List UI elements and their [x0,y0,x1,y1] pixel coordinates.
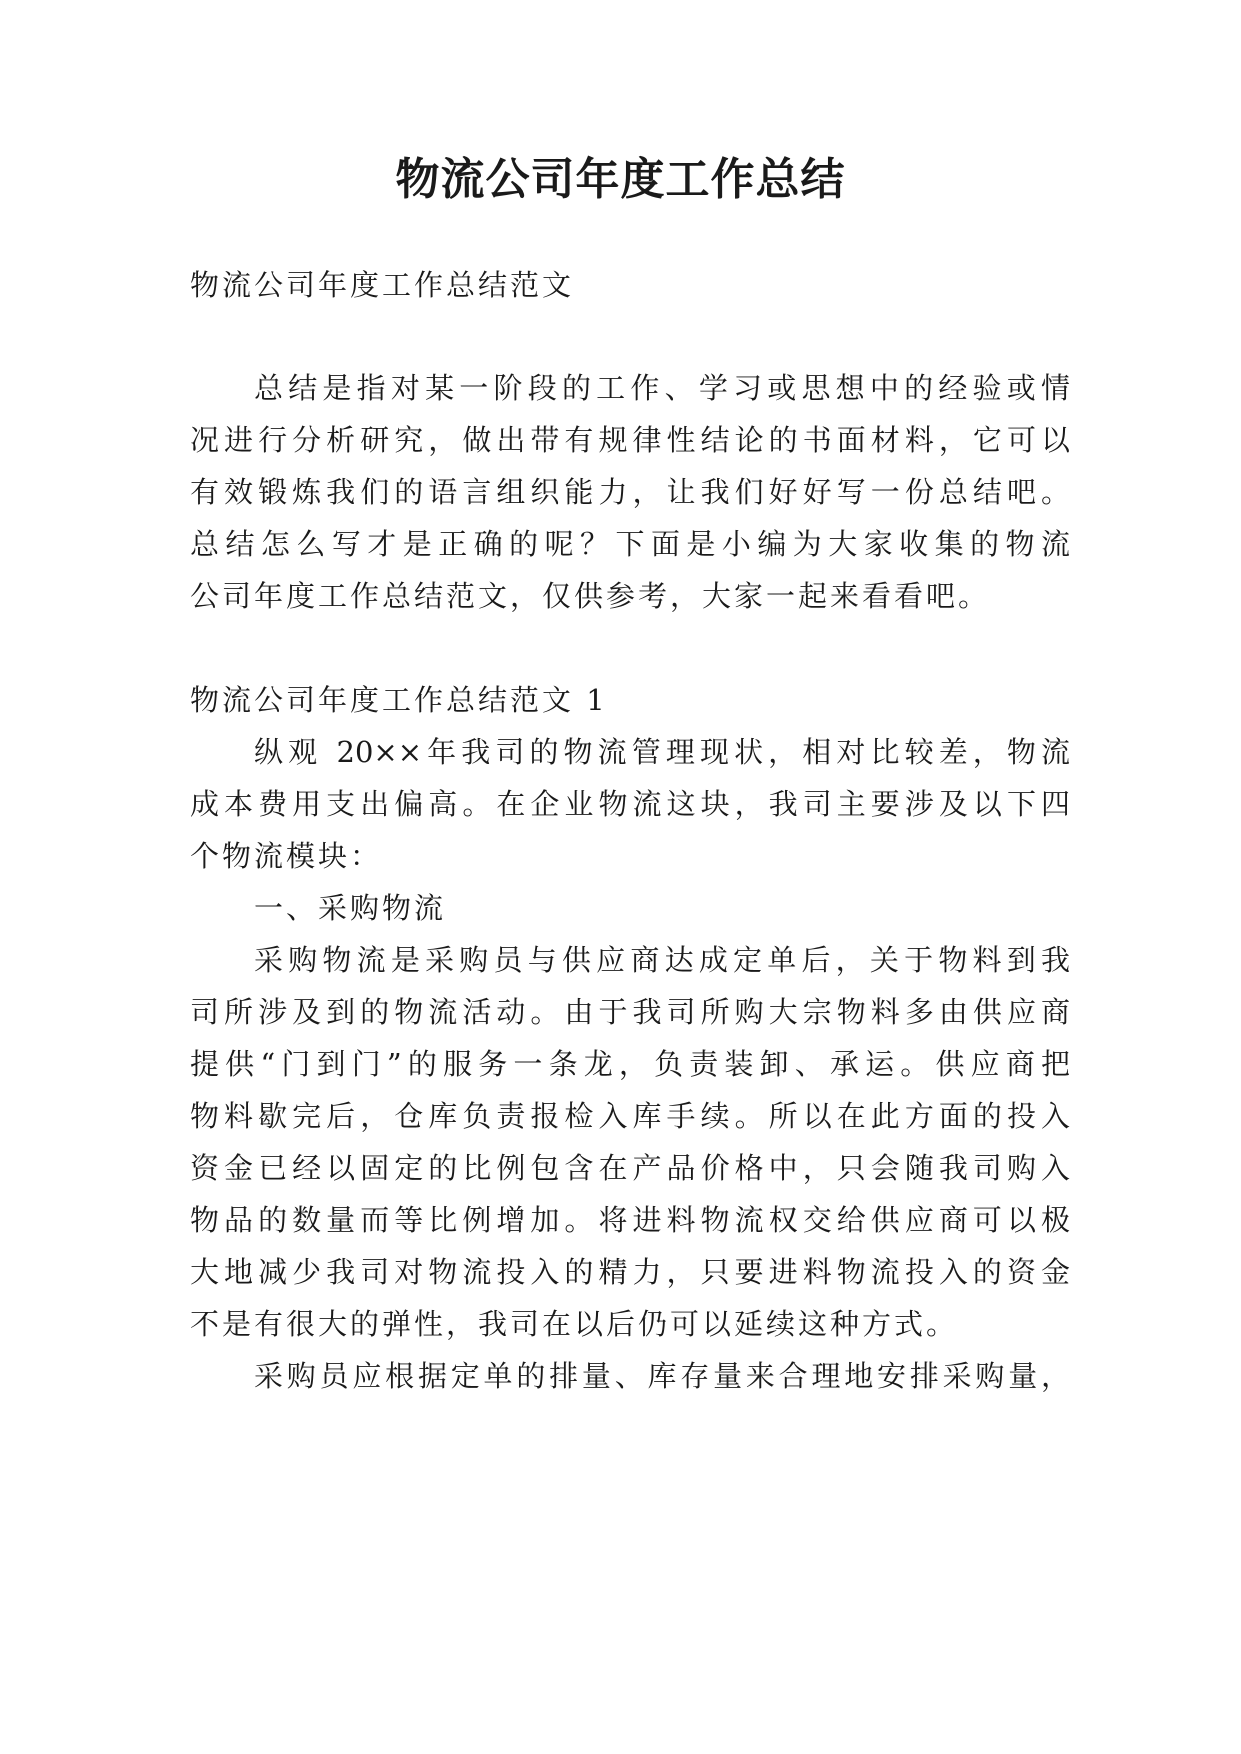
document-title: 物流公司年度工作总结 [395,154,846,205]
para2-line-3: 提供“门到门”的服务一条龙，负责装卸、承运。供应商把 [190,1047,1070,1081]
section-heading: 物流公司年度工作总结范文 1 [190,683,608,717]
para3-line-1: 采购员应根据定单的排量、库存量来合理地安排采购量， [254,1359,1070,1393]
para2-line-2: 司所涉及到的物流活动。由于我司所购大宗物料多由供应商 [190,995,1070,1029]
para2-line-1: 采购物流是采购员与供应商达成定单后，关于物料到我 [254,943,1070,977]
intro-line-3: 有效锻炼我们的语言组织能力，让我们好好写一份总结吧。 [190,475,1070,509]
document-subtitle: 物流公司年度工作总结范文 [190,268,575,302]
intro-line-5: 公司年度工作总结范文，仅供参考，大家一起来看看吧。 [190,579,991,613]
intro-line-1: 总结是指对某一阶段的工作、学习或思想中的经验或情 [254,371,1070,405]
sub-heading: 一、采购物流 [254,891,447,925]
intro-line-4: 总结怎么写才是正确的呢？下面是小编为大家收集的物流 [190,527,1070,561]
intro-line-2: 况进行分析研究，做出带有规律性结论的书面材料，它可以 [190,423,1070,457]
para2-line-8: 不是有很大的弹性，我司在以后仍可以延续这种方式。 [190,1307,959,1341]
para2-line-4: 物料歇完后，仓库负责报检入库手续。所以在此方面的投入 [190,1099,1070,1133]
para1-line-3: 个物流模块： [190,839,383,873]
para2-line-5: 资金已经以固定的比例包含在产品价格中，只会随我司购入 [190,1151,1070,1185]
para2-line-6: 物品的数量而等比例增加。将进料物流权交给供应商可以极 [190,1203,1070,1237]
para2-line-7: 大地减少我司对物流投入的精力，只要进料物流投入的资金 [190,1255,1070,1289]
para1-line-2: 成本费用支出偏高。在企业物流这块，我司主要涉及以下四 [190,787,1070,821]
para1-line-1: 纵观 20××年我司的物流管理现状，相对比较差，物流 [254,735,1070,769]
